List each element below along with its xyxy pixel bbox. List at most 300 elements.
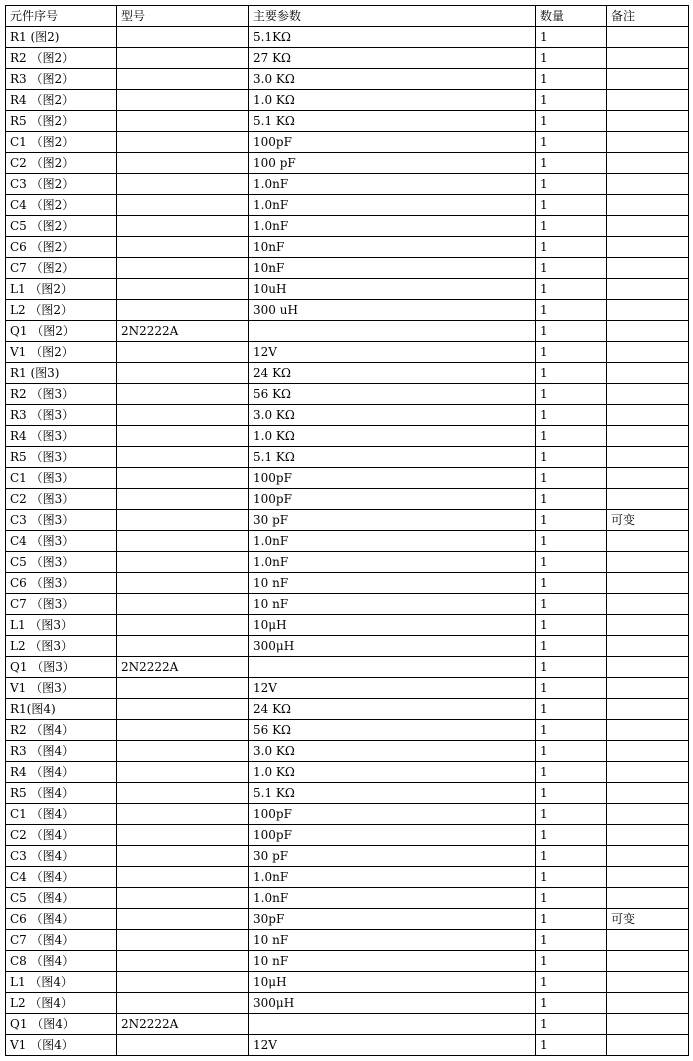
cell-main-parameters: 10 nF xyxy=(249,573,536,594)
cell-model xyxy=(117,552,249,573)
header-main-parameters: 主要参数 xyxy=(249,6,536,27)
cell-model xyxy=(117,132,249,153)
table-row xyxy=(6,384,689,405)
cell-quantity: 1 xyxy=(536,174,607,195)
cell-main-parameters: 30 pF xyxy=(249,846,536,867)
cell-quantity: 1 xyxy=(536,237,607,258)
cell-quantity: 1 xyxy=(536,594,607,615)
cell-component-id: V1 （图4） xyxy=(6,1035,117,1056)
cell-main-parameters xyxy=(249,657,536,678)
cell-component-id: L1 （图3） xyxy=(6,615,117,636)
cell-main-parameters: 1.0nF xyxy=(249,531,536,552)
cell-main-parameters: 300μH xyxy=(249,636,536,657)
cell-main-parameters: 10 nF xyxy=(249,594,536,615)
component-list-sheet xyxy=(5,5,689,1056)
table-row xyxy=(6,195,689,216)
cell-remarks xyxy=(607,384,689,405)
cell-main-parameters: 56 KΩ xyxy=(249,720,536,741)
cell-model xyxy=(117,888,249,909)
cell-model xyxy=(117,300,249,321)
cell-model xyxy=(117,174,249,195)
cell-component-id: R1 (图2) xyxy=(6,27,117,48)
header-quantity: 数量 xyxy=(536,6,607,27)
cell-quantity: 1 xyxy=(536,1035,607,1056)
cell-quantity: 1 xyxy=(536,783,607,804)
table-row xyxy=(6,909,689,930)
cell-quantity: 1 xyxy=(536,153,607,174)
cell-component-id: Q1 （图3） xyxy=(6,657,117,678)
cell-quantity: 1 xyxy=(536,27,607,48)
cell-remarks xyxy=(607,930,689,951)
cell-main-parameters: 3.0 KΩ xyxy=(249,69,536,90)
cell-model: 2N2222A xyxy=(117,1014,249,1035)
cell-quantity: 1 xyxy=(536,825,607,846)
cell-model xyxy=(117,468,249,489)
table-row xyxy=(6,720,689,741)
cell-model xyxy=(117,615,249,636)
cell-quantity: 1 xyxy=(536,678,607,699)
cell-remarks xyxy=(607,132,689,153)
cell-main-parameters: 10nF xyxy=(249,258,536,279)
cell-model xyxy=(117,930,249,951)
cell-quantity: 1 xyxy=(536,867,607,888)
cell-model xyxy=(117,69,249,90)
cell-component-id: L2 （图4） xyxy=(6,993,117,1014)
table-row xyxy=(6,174,689,195)
header-remarks: 备注 xyxy=(607,6,689,27)
cell-remarks xyxy=(607,804,689,825)
cell-remarks xyxy=(607,636,689,657)
cell-main-parameters: 5.1 KΩ xyxy=(249,111,536,132)
cell-component-id: C2 （图4） xyxy=(6,825,117,846)
cell-quantity: 1 xyxy=(536,951,607,972)
cell-main-parameters: 1.0 KΩ xyxy=(249,762,536,783)
cell-component-id: C3 （图3） xyxy=(6,510,117,531)
cell-quantity: 1 xyxy=(536,300,607,321)
table-row xyxy=(6,447,689,468)
cell-quantity: 1 xyxy=(536,48,607,69)
cell-remarks xyxy=(607,552,689,573)
cell-component-id: C1 （图4） xyxy=(6,804,117,825)
cell-component-id: C4 （图3） xyxy=(6,531,117,552)
cell-model xyxy=(117,531,249,552)
cell-quantity: 1 xyxy=(536,489,607,510)
table-row xyxy=(6,951,689,972)
cell-main-parameters: 5.1 KΩ xyxy=(249,783,536,804)
cell-main-parameters: 10uH xyxy=(249,279,536,300)
table-row xyxy=(6,153,689,174)
cell-quantity: 1 xyxy=(536,447,607,468)
cell-remarks xyxy=(607,342,689,363)
cell-component-id: C5 （图2） xyxy=(6,216,117,237)
cell-remarks xyxy=(607,846,689,867)
cell-remarks xyxy=(607,405,689,426)
cell-model xyxy=(117,1035,249,1056)
cell-quantity: 1 xyxy=(536,720,607,741)
cell-component-id: C5 （图3） xyxy=(6,552,117,573)
cell-model: 2N2222A xyxy=(117,321,249,342)
table-row xyxy=(6,636,689,657)
cell-model xyxy=(117,573,249,594)
cell-component-id: R5 （图4） xyxy=(6,783,117,804)
cell-remarks: 可变 xyxy=(607,909,689,930)
table-row xyxy=(6,741,689,762)
cell-main-parameters: 1.0 KΩ xyxy=(249,426,536,447)
cell-remarks xyxy=(607,489,689,510)
cell-quantity: 1 xyxy=(536,741,607,762)
cell-quantity: 1 xyxy=(536,993,607,1014)
table-row xyxy=(6,993,689,1014)
cell-quantity: 1 xyxy=(536,90,607,111)
header-model: 型号 xyxy=(117,6,249,27)
cell-quantity: 1 xyxy=(536,762,607,783)
table-row xyxy=(6,930,689,951)
cell-remarks xyxy=(607,426,689,447)
cell-remarks xyxy=(607,741,689,762)
table-row xyxy=(6,489,689,510)
cell-main-parameters: 100pF xyxy=(249,825,536,846)
cell-component-id: R2 （图3） xyxy=(6,384,117,405)
cell-quantity: 1 xyxy=(536,342,607,363)
cell-main-parameters: 10μH xyxy=(249,615,536,636)
cell-remarks xyxy=(607,48,689,69)
cell-remarks xyxy=(607,720,689,741)
cell-component-id: R3 （图4） xyxy=(6,741,117,762)
cell-main-parameters: 12V xyxy=(249,678,536,699)
cell-component-id: C6 （图3） xyxy=(6,573,117,594)
cell-main-parameters: 56 KΩ xyxy=(249,384,536,405)
cell-remarks xyxy=(607,174,689,195)
table-row xyxy=(6,699,689,720)
table-row xyxy=(6,321,689,342)
cell-model xyxy=(117,48,249,69)
cell-remarks xyxy=(607,195,689,216)
cell-quantity: 1 xyxy=(536,1014,607,1035)
cell-model xyxy=(117,720,249,741)
cell-main-parameters: 12V xyxy=(249,1035,536,1056)
table-row xyxy=(6,552,689,573)
table-row xyxy=(6,573,689,594)
cell-component-id: R1(图4) xyxy=(6,699,117,720)
cell-model xyxy=(117,951,249,972)
cell-quantity: 1 xyxy=(536,972,607,993)
cell-quantity: 1 xyxy=(536,657,607,678)
cell-main-parameters: 100pF xyxy=(249,489,536,510)
table-row xyxy=(6,846,689,867)
cell-component-id: C8 （图4） xyxy=(6,951,117,972)
cell-component-id: C4 （图4） xyxy=(6,867,117,888)
cell-component-id: C7 （图4） xyxy=(6,930,117,951)
table-row xyxy=(6,783,689,804)
cell-quantity: 1 xyxy=(536,132,607,153)
table-row xyxy=(6,300,689,321)
cell-remarks xyxy=(607,699,689,720)
cell-model xyxy=(117,237,249,258)
cell-remarks xyxy=(607,321,689,342)
cell-main-parameters: 1.0nF xyxy=(249,867,536,888)
cell-model xyxy=(117,510,249,531)
cell-quantity: 1 xyxy=(536,69,607,90)
cell-main-parameters: 10 nF xyxy=(249,930,536,951)
table-row xyxy=(6,867,689,888)
cell-quantity: 1 xyxy=(536,321,607,342)
cell-model xyxy=(117,972,249,993)
cell-quantity: 1 xyxy=(536,468,607,489)
cell-component-id: V1 （图2） xyxy=(6,342,117,363)
cell-quantity: 1 xyxy=(536,426,607,447)
cell-model xyxy=(117,489,249,510)
cell-main-parameters: 1.0nF xyxy=(249,216,536,237)
cell-quantity: 1 xyxy=(536,216,607,237)
cell-quantity: 1 xyxy=(536,636,607,657)
table-row xyxy=(6,1035,689,1056)
cell-component-id: L1 （图2） xyxy=(6,279,117,300)
cell-quantity: 1 xyxy=(536,573,607,594)
cell-component-id: C4 （图2） xyxy=(6,195,117,216)
table-row xyxy=(6,678,689,699)
cell-quantity: 1 xyxy=(536,615,607,636)
cell-remarks: 可变 xyxy=(607,510,689,531)
cell-remarks xyxy=(607,951,689,972)
cell-model xyxy=(117,678,249,699)
cell-main-parameters xyxy=(249,1014,536,1035)
cell-component-id: R5 （图2） xyxy=(6,111,117,132)
cell-component-id: R5 （图3） xyxy=(6,447,117,468)
cell-component-id: L2 （图3） xyxy=(6,636,117,657)
cell-quantity: 1 xyxy=(536,552,607,573)
cell-remarks xyxy=(607,825,689,846)
table-row xyxy=(6,258,689,279)
cell-model xyxy=(117,90,249,111)
cell-main-parameters: 1.0nF xyxy=(249,888,536,909)
cell-quantity: 1 xyxy=(536,531,607,552)
cell-model xyxy=(117,447,249,468)
cell-remarks xyxy=(607,783,689,804)
table-row xyxy=(6,804,689,825)
cell-model xyxy=(117,153,249,174)
table-row xyxy=(6,69,689,90)
cell-component-id: C2 （图3） xyxy=(6,489,117,510)
cell-component-id: Q1 （图4） xyxy=(6,1014,117,1035)
table-row xyxy=(6,363,689,384)
cell-main-parameters: 100 pF xyxy=(249,153,536,174)
cell-remarks xyxy=(607,1035,689,1056)
cell-quantity: 1 xyxy=(536,363,607,384)
cell-quantity: 1 xyxy=(536,909,607,930)
cell-remarks xyxy=(607,90,689,111)
cell-model xyxy=(117,909,249,930)
cell-main-parameters: 100pF xyxy=(249,468,536,489)
cell-component-id: C1 （图2） xyxy=(6,132,117,153)
cell-model xyxy=(117,783,249,804)
cell-remarks xyxy=(607,657,689,678)
cell-model xyxy=(117,426,249,447)
cell-component-id: L1 （图4） xyxy=(6,972,117,993)
cell-component-id: R2 （图4） xyxy=(6,720,117,741)
cell-model xyxy=(117,342,249,363)
cell-remarks xyxy=(607,153,689,174)
cell-remarks xyxy=(607,531,689,552)
table-row xyxy=(6,531,689,552)
cell-model xyxy=(117,825,249,846)
cell-remarks xyxy=(607,888,689,909)
cell-quantity: 1 xyxy=(536,930,607,951)
cell-remarks xyxy=(607,363,689,384)
cell-main-parameters: 30 pF xyxy=(249,510,536,531)
cell-quantity: 1 xyxy=(536,510,607,531)
cell-component-id: R4 （图3） xyxy=(6,426,117,447)
cell-quantity: 1 xyxy=(536,384,607,405)
cell-main-parameters: 1.0 KΩ xyxy=(249,90,536,111)
cell-remarks xyxy=(607,993,689,1014)
cell-main-parameters: 300 uH xyxy=(249,300,536,321)
cell-model xyxy=(117,846,249,867)
cell-main-parameters: 1.0nF xyxy=(249,195,536,216)
cell-quantity: 1 xyxy=(536,804,607,825)
cell-main-parameters: 3.0 KΩ xyxy=(249,741,536,762)
table-row xyxy=(6,405,689,426)
cell-model: 2N2222A xyxy=(117,657,249,678)
cell-model xyxy=(117,636,249,657)
cell-quantity: 1 xyxy=(536,258,607,279)
cell-model xyxy=(117,258,249,279)
cell-component-id: C7 （图2） xyxy=(6,258,117,279)
cell-component-id: R3 （图2） xyxy=(6,69,117,90)
table-row xyxy=(6,888,689,909)
table-row xyxy=(6,237,689,258)
cell-model xyxy=(117,762,249,783)
cell-remarks xyxy=(607,594,689,615)
cell-model xyxy=(117,594,249,615)
cell-main-parameters: 30pF xyxy=(249,909,536,930)
table-row xyxy=(6,426,689,447)
cell-remarks xyxy=(607,279,689,300)
cell-model xyxy=(117,741,249,762)
cell-remarks xyxy=(607,300,689,321)
table-row xyxy=(6,132,689,153)
table-row xyxy=(6,972,689,993)
cell-quantity: 1 xyxy=(536,699,607,720)
cell-main-parameters: 300μH xyxy=(249,993,536,1014)
cell-component-id: C5 （图4） xyxy=(6,888,117,909)
cell-quantity: 1 xyxy=(536,405,607,426)
cell-remarks xyxy=(607,762,689,783)
cell-model xyxy=(117,699,249,720)
cell-remarks xyxy=(607,111,689,132)
table-row xyxy=(6,510,689,531)
table-row xyxy=(6,279,689,300)
cell-main-parameters: 100pF xyxy=(249,804,536,825)
cell-component-id: V1 （图3） xyxy=(6,678,117,699)
cell-remarks xyxy=(607,237,689,258)
cell-main-parameters: 1.0nF xyxy=(249,174,536,195)
cell-model xyxy=(117,363,249,384)
header-component-id: 元件序号 xyxy=(6,6,117,27)
cell-quantity: 1 xyxy=(536,888,607,909)
cell-quantity: 1 xyxy=(536,195,607,216)
cell-main-parameters: 1.0nF xyxy=(249,552,536,573)
cell-remarks xyxy=(607,972,689,993)
cell-remarks xyxy=(607,1014,689,1035)
cell-main-parameters: 24 KΩ xyxy=(249,363,536,384)
table-row xyxy=(6,342,689,363)
cell-component-id: R1 (图3) xyxy=(6,363,117,384)
header-row xyxy=(6,6,689,27)
cell-model xyxy=(117,195,249,216)
table-row xyxy=(6,1014,689,1035)
cell-component-id: C3 （图2） xyxy=(6,174,117,195)
cell-main-parameters: 100pF xyxy=(249,132,536,153)
cell-component-id: C6 （图2） xyxy=(6,237,117,258)
cell-model xyxy=(117,216,249,237)
table-row xyxy=(6,594,689,615)
cell-main-parameters xyxy=(249,321,536,342)
table-row xyxy=(6,111,689,132)
cell-component-id: L2 （图2） xyxy=(6,300,117,321)
cell-model xyxy=(117,804,249,825)
cell-model xyxy=(117,27,249,48)
cell-component-id: R4 （图4） xyxy=(6,762,117,783)
cell-model xyxy=(117,279,249,300)
cell-component-id: C2 （图2） xyxy=(6,153,117,174)
table-header xyxy=(6,6,689,27)
table-row xyxy=(6,825,689,846)
cell-component-id: Q1 （图2） xyxy=(6,321,117,342)
cell-main-parameters: 24 KΩ xyxy=(249,699,536,720)
cell-remarks xyxy=(607,615,689,636)
cell-main-parameters: 5.1 KΩ xyxy=(249,447,536,468)
cell-model xyxy=(117,111,249,132)
table-row xyxy=(6,27,689,48)
cell-component-id: R3 （图3） xyxy=(6,405,117,426)
cell-component-id: R2 （图2） xyxy=(6,48,117,69)
cell-quantity: 1 xyxy=(536,846,607,867)
cell-component-id: C1 （图3） xyxy=(6,468,117,489)
table-row xyxy=(6,48,689,69)
cell-main-parameters: 5.1KΩ xyxy=(249,27,536,48)
cell-main-parameters: 10μH xyxy=(249,972,536,993)
cell-model xyxy=(117,993,249,1014)
table-row xyxy=(6,657,689,678)
table-row xyxy=(6,762,689,783)
cell-quantity: 1 xyxy=(536,111,607,132)
cell-quantity: 1 xyxy=(536,279,607,300)
cell-model xyxy=(117,405,249,426)
cell-remarks xyxy=(607,27,689,48)
cell-main-parameters: 27 KΩ xyxy=(249,48,536,69)
cell-main-parameters: 10 nF xyxy=(249,951,536,972)
cell-remarks xyxy=(607,867,689,888)
cell-remarks xyxy=(607,258,689,279)
cell-component-id: C3 （图4） xyxy=(6,846,117,867)
cell-remarks xyxy=(607,69,689,90)
cell-main-parameters: 10nF xyxy=(249,237,536,258)
cell-model xyxy=(117,384,249,405)
cell-component-id: C6 （图4） xyxy=(6,909,117,930)
cell-remarks xyxy=(607,573,689,594)
cell-remarks xyxy=(607,216,689,237)
cell-model xyxy=(117,867,249,888)
cell-component-id: C7 （图3） xyxy=(6,594,117,615)
table-row xyxy=(6,216,689,237)
component-table xyxy=(5,5,689,1056)
cell-main-parameters: 12V xyxy=(249,342,536,363)
cell-main-parameters: 3.0 KΩ xyxy=(249,405,536,426)
table-row xyxy=(6,615,689,636)
cell-remarks xyxy=(607,678,689,699)
cell-component-id: R4 （图2） xyxy=(6,90,117,111)
table-body xyxy=(6,27,689,1056)
